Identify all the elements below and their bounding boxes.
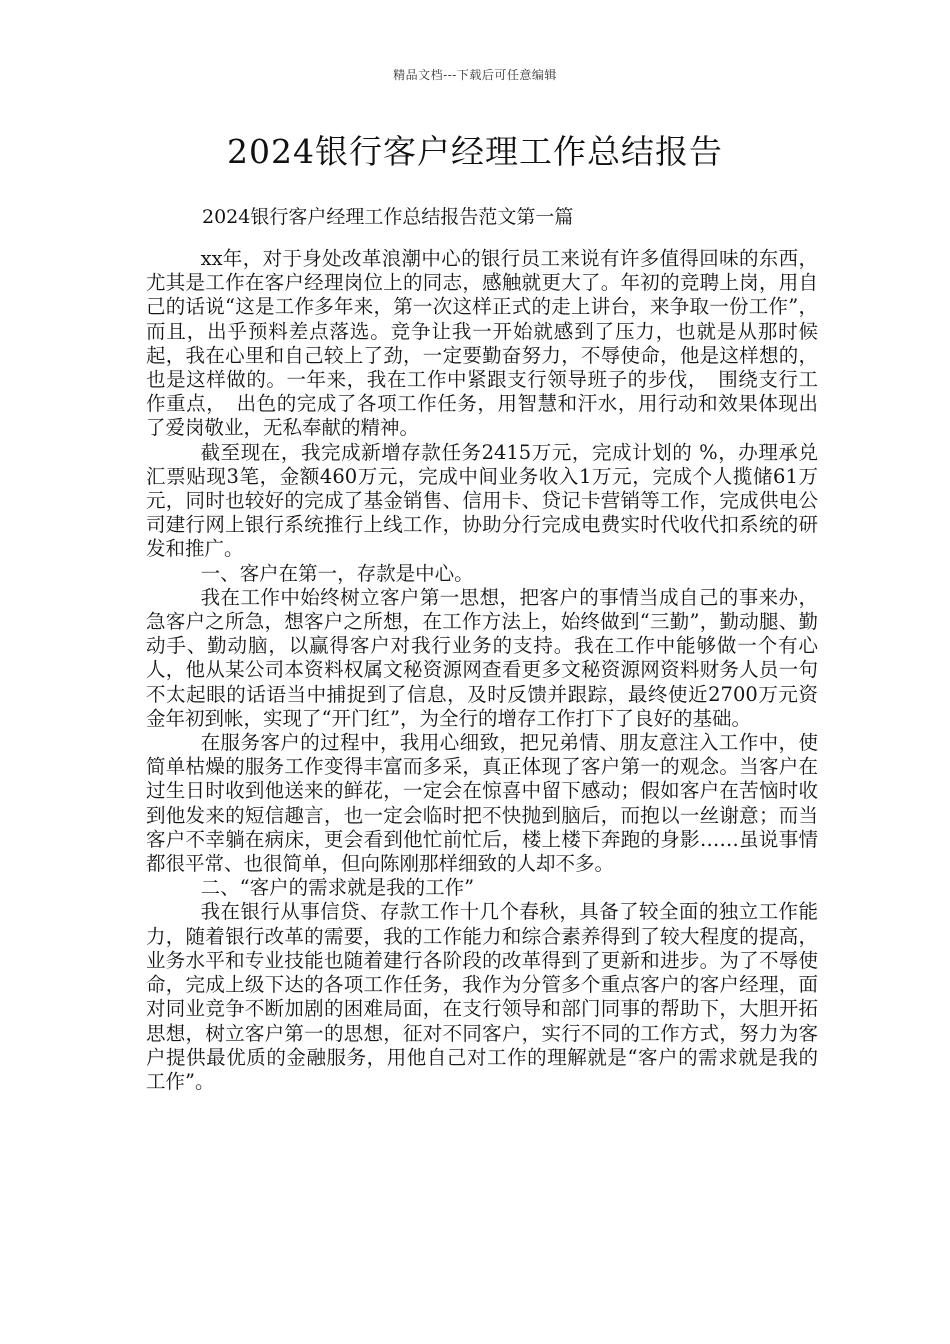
paragraph-service: 在服务客户的过程中，我用心细致，把兄弟情、朋友意注入工作中，使简单枯燥的服务工作变得丰富而多采，真正体现了客户第一的观念。当客户在过生日时收到他送来的鲜花，一定会在惊喜中留下感动；假如客户在苦恼时收到他发来的短信趣言，也一定会临时把不快抛到脑后，而抱以一丝谢意；而当客户不幸躺在病床，更会看到他忙前忙后，楼上楼下奔跑的身影……虽说事情都很平常、也很简单，但向陈刚那样细致的人却不多。 (146, 731, 818, 876)
document-title: 2024银行客户经理工作总结报告 (227, 132, 723, 171)
paragraph-intro: xx年，对于身处改革浪潮中心的银行员工来说有许多值得回味的东西，尤其是工作在客户经理岗位上的同志，感触就更大了。年初的竞聘上岗，用自己的话说“这是工作多年来，第一次这样正式的走上讲台，来争取一份工作”，而且，出乎预料差点落选。竞争让我一开始就感到了压力，也就是从那时候起，我在心里和自己较上了劲，一定要勤奋努力，不辱使命，他是这样想的，也是这样做的。一年来，我在工作中紧跟支行领导班子的步伐， 围绕支行工作重点， 出色的完成了各项工作任务，用智慧和汗水，用行动和效果体现出了爱岗敬业，无私奉献的精神。 (146, 247, 818, 440)
paragraph-achievements: 截至现在，我完成新增存款任务2415万元，完成计划的 %，办理承兑汇票贴现3笔，金额460万元，完成中间业务收入1万元，完成个人揽储61万元，同时也较好的完成了基金销售、信用卡、贷记卡营销等工作，完成供电公司建行网上银行系统推行上线工作，协助分行完成电费实时代收代扣系统的研发和推广。 (146, 440, 818, 561)
paragraph-customer-first: 我在工作中始终树立客户第一思想，把客户的事情当成自己的事来办，急客户之所急，想客户之所想，在工作方法上，始终做到“三勤”，勤动腿、勤动手、勤动脑，以赢得客户对我行业务的支持。我在工作中能够做一个有心人，他从某公司本资料权属文秘资源网查看更多文秘资源网资料财务人员一句不太起眼的话语当中捕捉到了信息，及时反馈并跟踪，最终使近2700万元资金年初到帐，实现了“开门红”，为全行的增存工作打下了良好的基础。 (146, 585, 818, 730)
document-subtitle: 2024银行客户经理工作总结报告范文第一篇 (202, 206, 574, 228)
document-body (146, 247, 818, 1094)
paragraph-customer-needs: 我在银行从事信贷、存款工作十几个春秋，具备了较全面的独立工作能力，随着银行改革的需要，我的工作能力和综合素养得到了较大程度的提高，业务水平和专业技能也随着建行各阶段的改革得到了更新和进步。为了不辱使命，完成上级下达的各项工作任务，我作为分管多个重点客户的客户经理，面对同业竞争不断加剧的困难局面，在支行领导和部门同事的帮助下，大胆开拓思想，树立客户第一的思想，征对不同客户，实行不同的工作方式，努力为客户提供最优质的金融服务，用他自己对工作的理解就是“客户的需求就是我的工作”。 (146, 900, 818, 1093)
section-heading-1: 一、客户在第一，存款是中心。 (200, 561, 474, 585)
header-note: 精品文档---下载后可任意编辑 (393, 68, 557, 82)
section-heading-2: 二、“客户的需求就是我的工作” (200, 876, 475, 900)
